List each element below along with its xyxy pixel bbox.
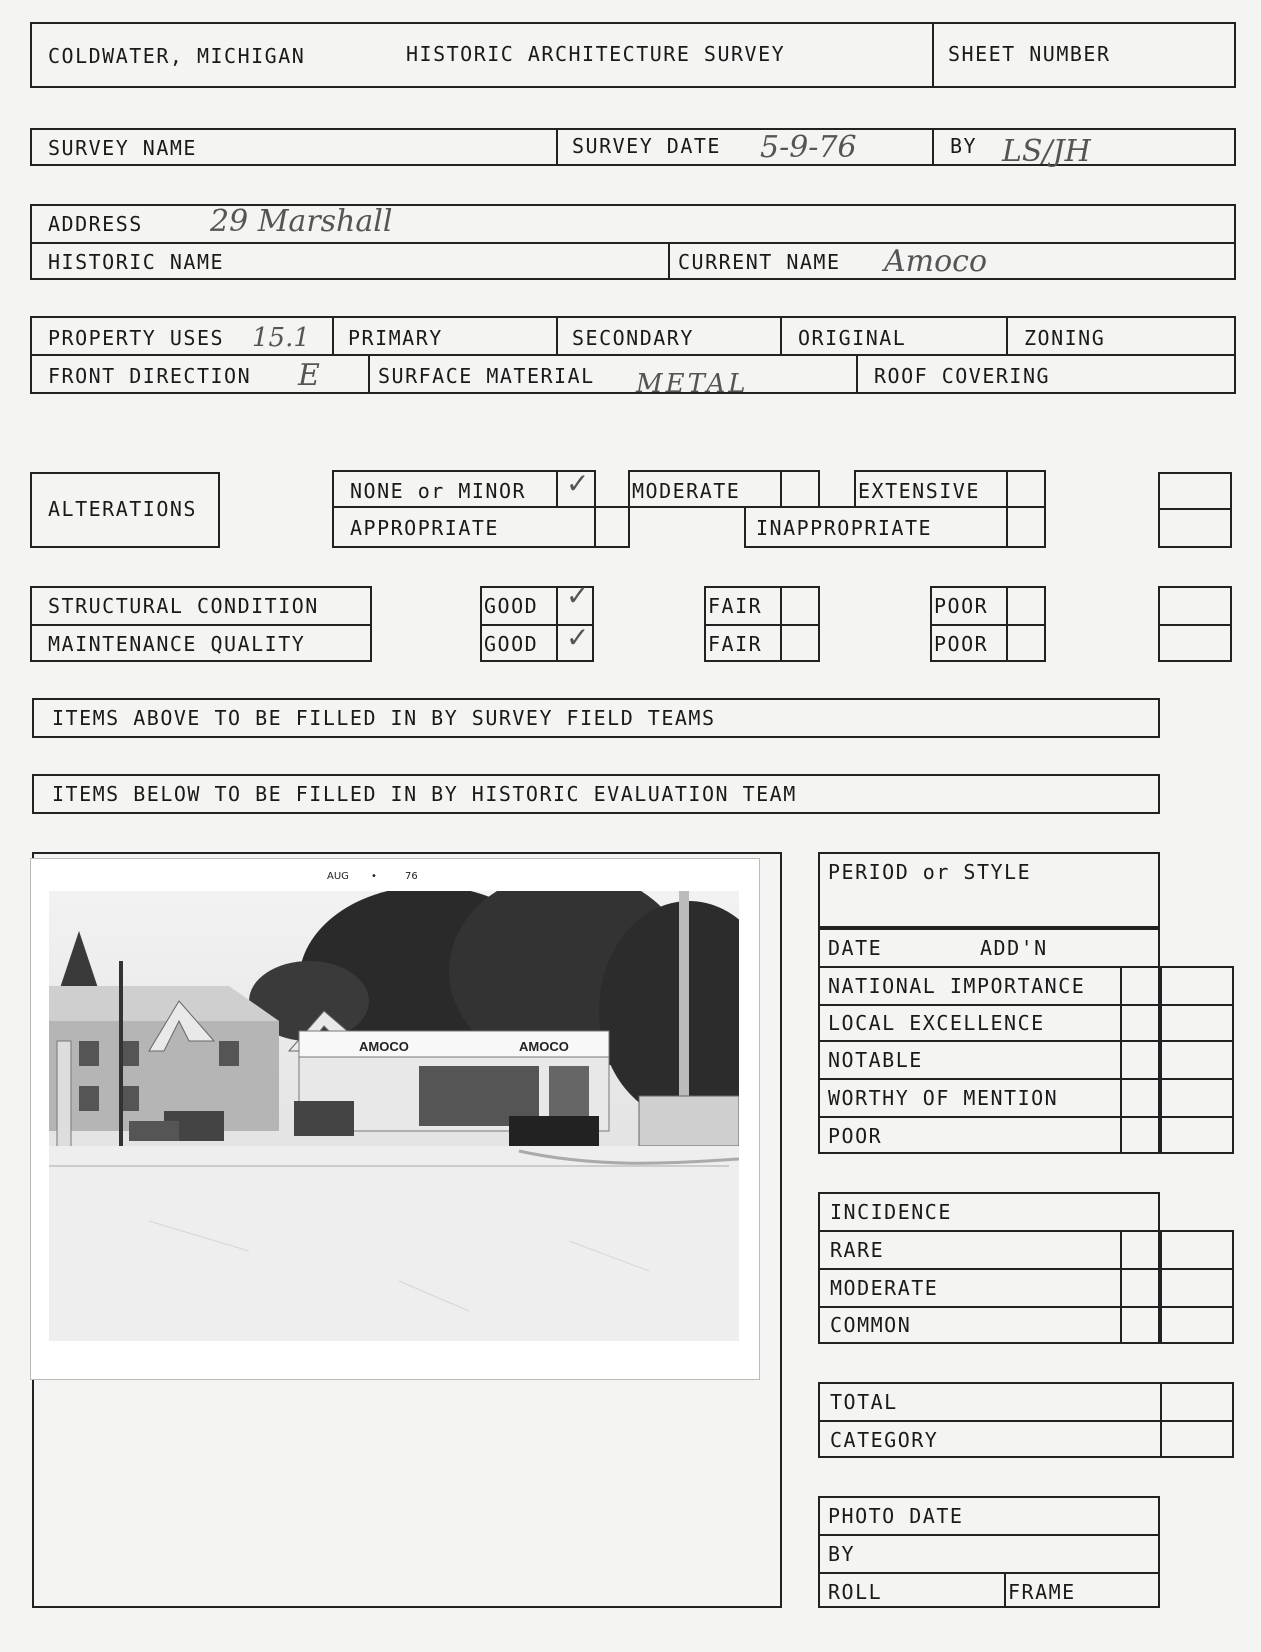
photo-sign-text-1: AMOCO	[359, 1039, 409, 1054]
alterations-score-box[interactable]	[1158, 472, 1232, 548]
structural-good-check[interactable]: ✓	[566, 579, 590, 612]
total-divider	[818, 1420, 1234, 1422]
maintenance-good-check[interactable]: ✓	[566, 621, 590, 654]
national-importance-label: NATIONAL IMPORTANCE	[828, 974, 1086, 998]
total-label: TOTAL	[830, 1390, 898, 1414]
photo-stamp-dot: •	[371, 871, 377, 882]
incidence-divider-2	[818, 1268, 1234, 1270]
photo-stamp-month: AUG	[327, 871, 349, 882]
survey-name-label: SURVEY NAME	[48, 136, 197, 160]
local-excellence-label: LOCAL EXCELLENCE	[828, 1011, 1045, 1035]
poor-checkbox-divider	[1006, 586, 1008, 662]
condition-label-divider	[30, 624, 372, 626]
alterations-score-divider	[1158, 508, 1232, 510]
photo-sign-text-2: AMOCO	[519, 1039, 569, 1054]
sheet-number-label: SHEET NUMBER	[948, 42, 1111, 66]
survey-date-label: SURVEY DATE	[572, 134, 721, 158]
condition-score-divider	[1158, 624, 1232, 626]
roll-frame-divider	[1004, 1572, 1006, 1608]
inappropriate-checkbox[interactable]	[1006, 506, 1046, 548]
survey-divider-1	[556, 128, 558, 166]
by-value[interactable]: LS/JH	[1002, 134, 1091, 169]
roll-label[interactable]: ROLL	[828, 1580, 883, 1604]
maintenance-poor-label: POOR	[934, 632, 989, 656]
roof-covering-label: ROOF COVERING	[874, 364, 1051, 388]
current-name-label: CURRENT NAME	[678, 250, 841, 274]
property-uses-label: PROPERTY USES	[48, 326, 225, 350]
importance-divider-1	[818, 966, 1120, 968]
property-divider-3	[780, 316, 782, 354]
property-divider-h	[30, 354, 1236, 356]
none-minor-check: ✓	[566, 467, 590, 500]
moderate-label: MODERATE	[632, 479, 741, 503]
photo-date-label[interactable]: PHOTO DATE	[828, 1504, 964, 1528]
primary-label: PRIMARY	[348, 326, 443, 350]
survey-title: HISTORIC ARCHITECTURE SURVEY	[406, 42, 786, 66]
appropriate-checkbox[interactable]	[594, 506, 630, 548]
frame-label[interactable]: FRAME	[1008, 1580, 1076, 1604]
address-value[interactable]: 29 Marshall	[210, 204, 393, 239]
survey-divider-2	[932, 128, 934, 166]
property-divider-6	[856, 354, 858, 394]
building-photo	[30, 858, 760, 1380]
eval-poor-label: POOR	[828, 1124, 883, 1148]
photo-by-label[interactable]: BY	[828, 1542, 856, 1566]
none-minor-label: NONE or MINOR	[350, 479, 527, 503]
incidence-moderate-label: MODERATE	[830, 1276, 939, 1300]
structural-good-label: GOOD	[484, 594, 539, 618]
original-label: ORIGINAL	[798, 326, 907, 350]
fair-checkbox-divider	[780, 586, 782, 662]
front-direction-label: FRONT DIRECTION	[48, 364, 252, 388]
good-checkbox-divider	[556, 586, 558, 662]
inappropriate-label: INAPPROPRIATE	[756, 516, 933, 540]
header-divider	[932, 22, 934, 88]
property-divider-4	[1006, 316, 1008, 354]
photo-info-divider-2	[818, 1572, 1160, 1574]
worthy-of-mention-label: WORTHY OF MENTION	[828, 1086, 1059, 1110]
items-above-note: ITEMS ABOVE TO BE FILLED IN BY SURVEY FIELD TEAMS	[52, 706, 716, 730]
property-divider-1	[332, 316, 334, 354]
addn-label: ADD'N	[980, 936, 1048, 960]
city-label: COLDWATER, MICHIGAN	[48, 44, 306, 68]
importance-divider-2	[818, 1004, 1234, 1006]
structural-condition-label: STRUCTURAL CONDITION	[48, 594, 319, 618]
moderate-checkbox[interactable]	[780, 470, 820, 508]
period-style-label: PERIOD or STYLE	[828, 860, 1032, 884]
extensive-label: EXTENSIVE	[858, 479, 980, 503]
current-name-value[interactable]: Amoco	[884, 244, 988, 279]
appropriate-label: APPROPRIATE	[350, 516, 499, 540]
importance-divider-5	[818, 1116, 1234, 1118]
property-uses-value[interactable]: 15.1	[252, 323, 310, 353]
date-label: DATE	[828, 936, 883, 960]
extensive-checkbox[interactable]	[1006, 470, 1046, 508]
structural-poor-label: POOR	[934, 594, 989, 618]
maintenance-quality-label: MAINTENANCE QUALITY	[48, 632, 306, 656]
rare-label: RARE	[830, 1238, 885, 1262]
maintenance-fair-label: FAIR	[708, 632, 763, 656]
incidence-score-box[interactable]	[1120, 1230, 1234, 1344]
secondary-label: SECONDARY	[572, 326, 694, 350]
poor-column-divider	[930, 624, 1046, 626]
address-divider-h	[30, 242, 1236, 244]
by-label: BY	[950, 134, 978, 158]
property-divider-2	[556, 316, 558, 354]
surface-material-label: SURFACE MATERIAL	[378, 364, 595, 388]
address-label: ADDRESS	[48, 212, 143, 236]
incidence-label: INCIDENCE	[830, 1200, 952, 1224]
importance-divider-4	[818, 1078, 1234, 1080]
maintenance-good-label: GOOD	[484, 632, 539, 656]
front-direction-value[interactable]: E	[298, 358, 320, 393]
total-score-divider[interactable]	[1160, 1382, 1162, 1458]
incidence-score-divider	[1160, 1230, 1162, 1344]
importance-divider-3	[818, 1040, 1234, 1042]
items-below-note: ITEMS BELOW TO BE FILLED IN BY HISTORIC EVALUATION TEAM	[52, 782, 797, 806]
historic-name-label: HISTORIC NAME	[48, 250, 225, 274]
surface-material-value[interactable]: METAL	[636, 369, 749, 399]
survey-date-value[interactable]: 5-9-76	[760, 130, 857, 165]
zoning-label: ZONING	[1024, 326, 1106, 350]
fair-column-divider	[704, 624, 820, 626]
importance-score-divider	[1160, 966, 1162, 1154]
category-label: CATEGORY	[830, 1428, 939, 1452]
address-divider-v	[668, 242, 670, 280]
gas-station-photo	[49, 891, 739, 1341]
incidence-divider-1	[818, 1230, 1120, 1232]
photo-info-divider-1	[818, 1534, 1160, 1536]
alterations-label: ALTERATIONS	[48, 497, 197, 521]
property-divider-5	[368, 354, 370, 394]
importance-score-box[interactable]	[1120, 966, 1234, 1154]
photo-stamp-year: 76	[405, 871, 418, 882]
incidence-divider-3	[818, 1306, 1234, 1308]
notable-label: NOTABLE	[828, 1048, 923, 1072]
structural-fair-label: FAIR	[708, 594, 763, 618]
common-label: COMMON	[830, 1313, 912, 1337]
